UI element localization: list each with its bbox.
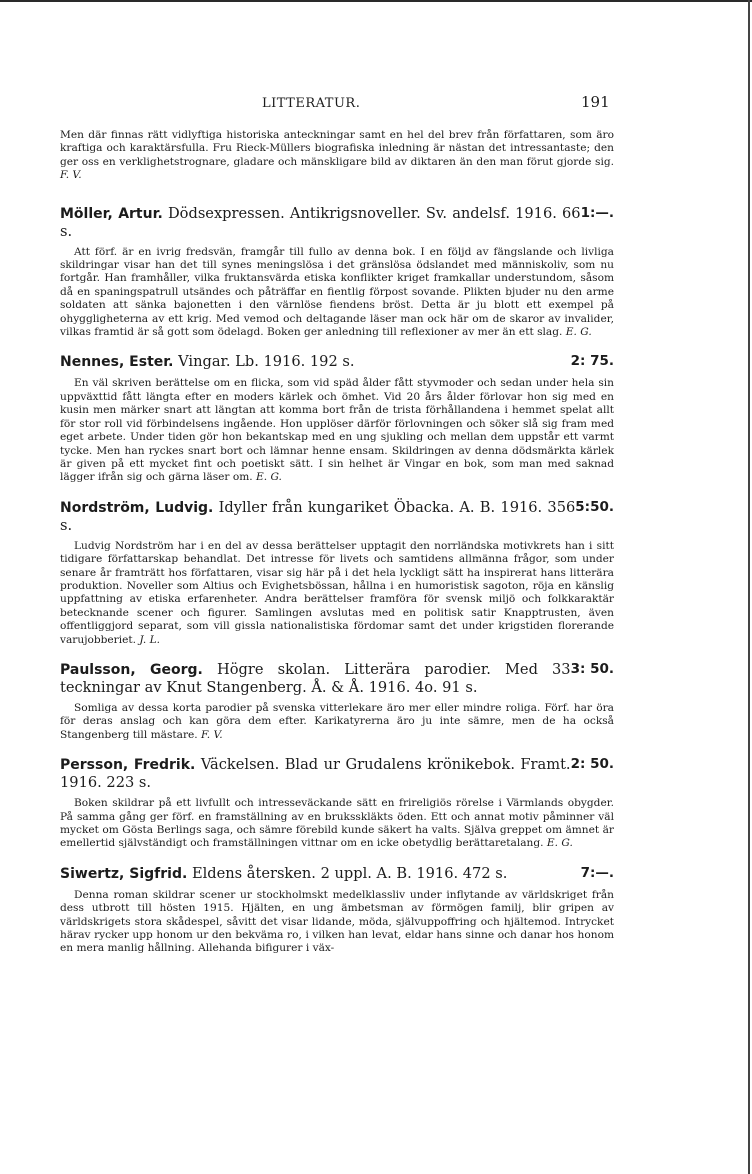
page-number: 191 — [581, 93, 610, 111]
right-edge-line — [748, 0, 750, 1174]
entry-review — [60, 889, 614, 956]
entry-price: 2: 50. — [570, 756, 614, 773]
entry-review — [60, 702, 614, 742]
entry-title: Högre skolan. Litterära parodier. Med 33 teckningar av Knut Stangenberg. Å. & Å. 1916. 4o. 91 s. — [60, 660, 571, 696]
entry-price: 3: 50. — [570, 660, 614, 677]
entry-title: Vingar. Lb. 1916. 192 s. — [178, 353, 355, 371]
entry-title: Väckelsen. Blad ur Grudalens krönikebok. Framt. 1916. 223 s. — [60, 756, 571, 792]
entry-price: 1:—. — [580, 204, 614, 221]
entry-review-text: Somliga av dessa korta parodier på svenska vitterlekare äro mer eller mindre roliga. Förf. har öra för deras anslag och kan göra dem efter. Karikatyrerna äro ju inte sämre, men de ha också Stangenberg till mästare. — [60, 701, 614, 741]
review-entry — [60, 661, 614, 742]
entry-title: Idyller från kungariket Öbacka. A. B. 1916. 356 s. — [60, 498, 576, 534]
entry-title: Dödsexpressen. Antikrigsnoveller. Sv. andelsf. 1916. 66 s. — [60, 204, 581, 240]
entry-author: Siwertz, Sigfrid. — [60, 865, 188, 882]
review-entry — [60, 205, 614, 340]
entry-author: Persson, Fredrik. — [60, 757, 196, 774]
entry-author: Nordström, Ludvig. — [60, 499, 214, 516]
intro-text: Men där finnas rätt vidlyftiga historiska anteckningar samt en hel del brev från författaren, som äro kraftiga och karaktärsfulla. Fru Rieck-Müllers biografiska inledning är nästan det intressantaste; den ger oss en verklighetstrognare, gladare och mänskligare bild av diktaren än den man förut gjorde sig. — [60, 129, 614, 168]
entry-signature: J. L. — [139, 633, 160, 646]
entry-heading — [60, 353, 614, 371]
entry-signature: F. V. — [201, 728, 223, 741]
entry-heading — [60, 499, 614, 534]
entry-review-text: Denna roman skildrar scener ur stockholmskt medelklassliv under inflytande av världskriget från dess utbrott till hösten 1915. Hjälten, en ung ämbetsman av förmögen familj, blir gripen av världskrigets stora skådespel, såvitt det visar lidande, möda, självuppoffring och hjältemod. Intrycket härav rycker upp honom ur den bekväma ro, i vilken han levat, eldar hans sinne och danar hos honom en mera manlig hållning. Allehanda bifigurer i väx- — [60, 888, 614, 955]
entry-author: Nennes, Ester. — [60, 354, 174, 371]
running-head: LITTERATUR. — [262, 96, 361, 111]
entry-price: 2: 75. — [570, 353, 614, 370]
entry-price: 5:50. — [575, 498, 614, 515]
entry-heading — [60, 756, 614, 791]
review-entry — [60, 499, 614, 647]
entry-review — [60, 797, 614, 851]
entry-title: Eldens återsken. 2 uppl. A. B. 1916. 472 s. — [191, 864, 508, 882]
entry-author: Paulsson, Georg. — [60, 661, 203, 678]
entry-signature: E. G. — [546, 837, 573, 850]
entry-signature: E. G. — [256, 471, 282, 484]
entry-signature: E. G. — [565, 326, 592, 339]
entry-heading — [60, 205, 614, 240]
entry-review — [60, 377, 614, 484]
entry-heading — [60, 661, 614, 696]
review-entry — [60, 353, 614, 484]
entry-heading — [60, 865, 614, 883]
entry-review-text: En väl skriven berättelse om en flicka, som vid späd ålder fått styvmoder och sedan under hela sin uppväxttid fått längta efter en moders kärlek och ömhet. Vid 20 års ålder förlovar hon sig med en kusin men märker snart att längtan att komma bort från de trista förhållandena i hemmet spelat allt för stor roll vid förbindelsens ingående. Hon upplöser därför förlovningen och söker slå sig fram med eget arbete. Under tiden gör hon bekantskap med en ung sjukling och mellan dem uppstår ett varmt tycke. Men han ryckes snart bort och lämnar henne ensam. Skildringen av denna dödsmärkta kärlek är given på ett mycket fint och poetiskt sätt. I sin helhet är Vingar en bok, som man med saknad lägger ifrån sig och gärna läser om. — [60, 377, 614, 484]
intro-paragraph — [60, 129, 614, 183]
entry-author: Möller, Artur. — [60, 205, 163, 222]
entry-price: 7:—. — [580, 864, 614, 881]
review-entry — [60, 756, 614, 851]
entry-review-text: Ludvig Nordström har i en del av dessa berättelser upptagit den norrländska motivkrets han i sitt tidigare författarskap behandlat. Det intresse för livets och samtidens allmänna frågor, som under senare år framträtt hos författaren, visar sig här på i det hela lyckligt sätt ha inspirerat hans litterära produktion. Noveller som Altius och Evighetsbössan, hållna i en humoristisk sagoton, röja en känslig uppfattning av etiska erfarenheter. Andra berättelser framföra för svensk miljö och folkkaraktär betecknande scener och figurer. Samlingen avslutas med en politisk satir Knapptrusten, även offentliggjord separat, som vill gissla nationalistiska fördomar samt det under krigstiden florerande varujobberiet. — [60, 539, 614, 646]
entry-review — [60, 540, 614, 647]
intro-signature: F. V. — [60, 169, 82, 182]
page-body — [60, 129, 614, 970]
entry-review-text: Boken skildrar på ett livfullt och intresseväckande sätt en frireligiös rörelse i Värmlands obygder. På samma gång ger förf. en framställning av en bruksskläkts öden. Ett och annat motiv påminner väl mycket om Gösta Berlings saga, och sämre förebild kunde säkert ha valts. Själva greppet om ämnet är emellertid självständigt och framställningen vittnar om en icke obetydlig berättaretalang. — [60, 797, 614, 850]
review-entry — [60, 865, 614, 956]
entry-review — [60, 246, 614, 340]
top-edge-line — [0, 0, 752, 2]
entry-review-text: Att förf. är en ivrig fredsvän, framgår till fullo av denna bok. I en följd av fängslande och livliga skildringar visar han det till synes meningslösa i det gränslösa ödslandet med människoliv, som nu fortgår. Han framhåller, vilka fruktansvärda etiska konflikter kriget framkallar understundom, såsom då en spaningspatrull utsändes och påträffar en fientlig förpost sovande. Plikten bjuder nu den arme soldaten att sänka bajonetten i den värnlöse fiendens bröst. Detta är ju blott ett exempel på ohyggligheterna av ett krig. Med vemod och deltagande läser man ock här om de skaror av invalider, vilkas framtid är så gott som ödelagd. Boken ger anledning till reflexioner av mer än ett slag. — [60, 245, 614, 339]
